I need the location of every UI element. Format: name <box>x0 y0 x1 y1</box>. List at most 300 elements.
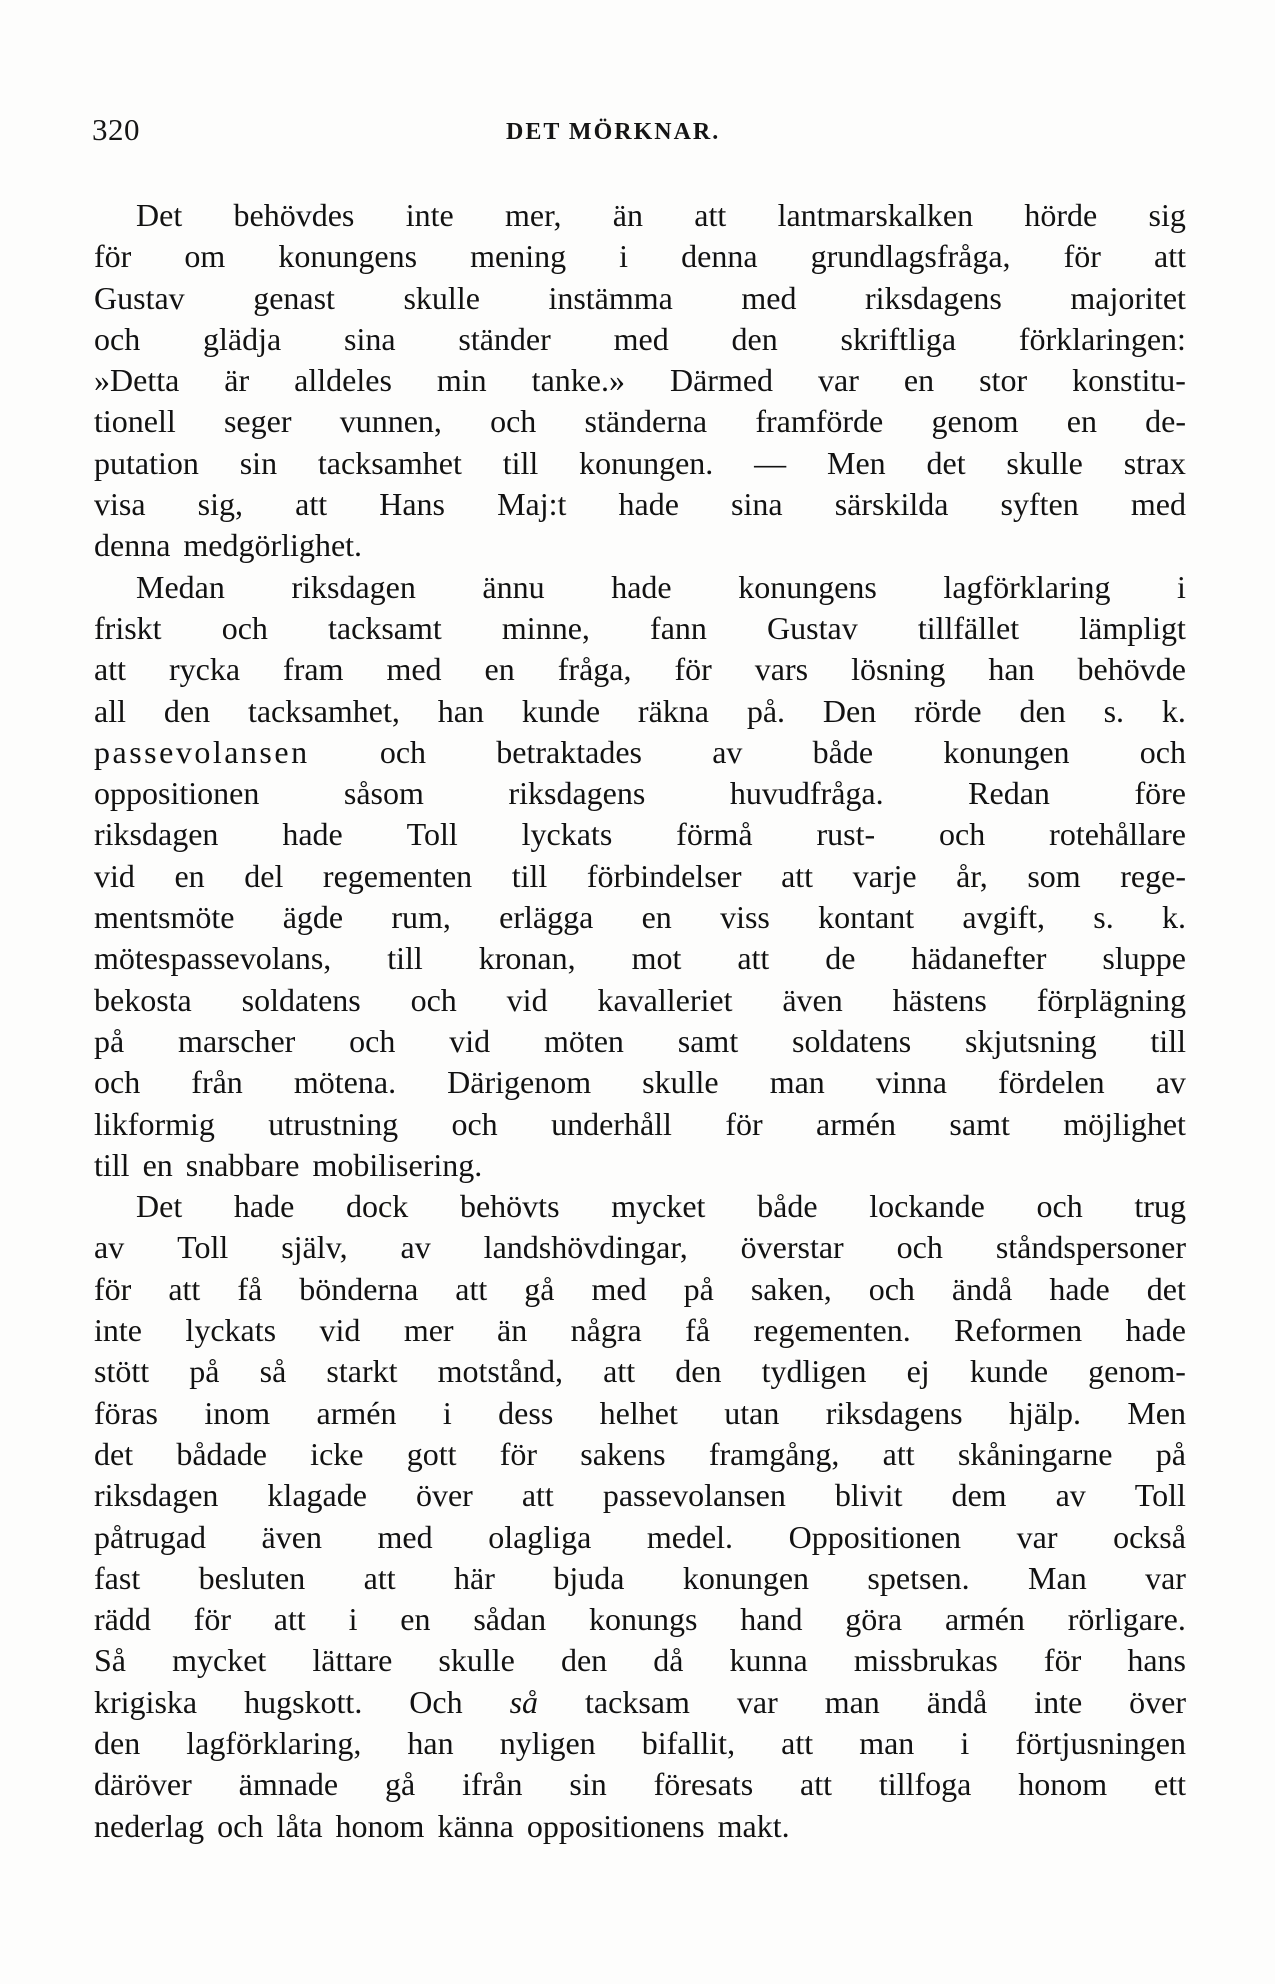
word: förklaringen: <box>1018 320 1186 357</box>
word: Toll <box>406 816 458 853</box>
word: lösning <box>851 651 946 688</box>
text-line <box>94 484 1186 525</box>
word: behövdes <box>233 197 355 233</box>
word: sig, <box>197 486 243 523</box>
word: möten <box>543 1022 624 1059</box>
word: regementen <box>322 857 473 894</box>
text-line <box>94 1599 1186 1640</box>
word: bjuda <box>553 1559 625 1596</box>
word: sakens <box>580 1435 666 1472</box>
word: riksdagen <box>94 1477 219 1514</box>
word: i <box>619 238 629 275</box>
word: konungen. <box>579 444 714 481</box>
word: det <box>926 444 966 481</box>
page-header <box>92 108 1192 152</box>
word: mycket <box>611 1188 706 1225</box>
word: den <box>163 692 211 729</box>
word: konungen <box>682 1559 810 1596</box>
word: lagförklaring, <box>186 1724 362 1761</box>
word: den <box>675 1353 722 1390</box>
word: påtrugad <box>94 1518 206 1555</box>
word: att <box>800 1766 833 1803</box>
word: även <box>261 1518 322 1555</box>
word: vars <box>754 651 809 688</box>
word: och <box>349 1022 396 1059</box>
word: på <box>1155 1435 1186 1472</box>
word: vid <box>319 1312 361 1349</box>
word: hade <box>611 568 672 605</box>
word: av <box>1055 1477 1086 1514</box>
word: oppositionens <box>526 1807 705 1844</box>
word: inte <box>94 1312 142 1349</box>
word: lyckats <box>521 816 613 853</box>
text-line <box>94 938 1186 979</box>
word: före <box>1134 775 1186 812</box>
word: fast <box>94 1559 141 1596</box>
word: och <box>490 403 537 440</box>
word: rege- <box>1120 857 1186 894</box>
word: Gustav <box>94 279 185 316</box>
word: ej <box>906 1353 930 1390</box>
word: sådan <box>473 1601 547 1638</box>
word: för <box>674 651 712 688</box>
word: en <box>174 857 205 894</box>
word: kunde <box>521 692 601 729</box>
text-line <box>94 1723 1186 1764</box>
text-line <box>94 443 1186 484</box>
word: hästens <box>892 981 987 1018</box>
word: marscher <box>178 1022 296 1059</box>
word: huvudfråga. <box>729 775 884 812</box>
text-line <box>94 856 1186 897</box>
word: Det <box>136 197 183 233</box>
word: vid <box>94 857 135 894</box>
text-line <box>94 1558 1186 1599</box>
word: i <box>960 1724 970 1761</box>
text-line <box>94 319 1186 360</box>
word: rädd <box>94 1601 151 1638</box>
word: skulle <box>438 1642 515 1679</box>
word: fördelen <box>998 1064 1105 1101</box>
word: lämpligt <box>1079 609 1186 646</box>
word: en <box>142 1146 173 1183</box>
word: likformig <box>94 1105 215 1142</box>
word: låta <box>276 1807 323 1844</box>
word: kunde <box>969 1353 1049 1390</box>
word: såsom <box>343 775 424 812</box>
word: saken, <box>750 1270 832 1307</box>
word: att <box>694 197 727 233</box>
word: fann <box>650 609 707 646</box>
word: här <box>454 1559 495 1596</box>
word: Den <box>822 692 877 729</box>
word: Reformen <box>954 1312 1083 1349</box>
body-text <box>94 195 1186 1847</box>
text-line <box>94 360 1186 401</box>
word: några <box>570 1312 642 1349</box>
word: för <box>94 1270 132 1307</box>
word: bönderna <box>299 1270 419 1307</box>
word: friskt <box>94 609 162 646</box>
word: sina <box>731 486 783 523</box>
word: för <box>1043 1642 1082 1679</box>
word: alldeles <box>294 362 392 399</box>
word: och <box>94 1064 141 1101</box>
word: förplägning <box>1036 981 1186 1018</box>
word: var <box>1145 1559 1186 1596</box>
word: rust- <box>816 816 876 853</box>
word: honom <box>1018 1766 1108 1803</box>
word: fråga, <box>557 651 632 688</box>
text-line <box>94 1682 1186 1723</box>
word: var <box>818 362 859 399</box>
word: k. <box>1161 692 1186 729</box>
word: var <box>1016 1518 1058 1555</box>
word: än <box>497 1312 528 1349</box>
word: i <box>348 1601 358 1638</box>
word: mening <box>470 238 567 275</box>
word: hugskott. <box>244 1683 363 1720</box>
word: behövts <box>459 1188 560 1225</box>
word: få <box>237 1270 263 1307</box>
word: mentsmöte <box>94 899 235 936</box>
word: den <box>560 1642 608 1679</box>
word: olagliga <box>488 1518 592 1555</box>
word: sin <box>239 444 278 481</box>
word: k. <box>1162 899 1186 936</box>
text-line <box>94 980 1186 1021</box>
word: föresats <box>653 1766 754 1803</box>
word: utan <box>724 1394 780 1431</box>
word: honom <box>335 1807 425 1844</box>
text-line <box>94 814 1186 855</box>
word: en <box>484 651 515 688</box>
word: var <box>736 1683 778 1720</box>
text-line <box>94 1021 1186 1062</box>
text-line <box>94 401 1186 442</box>
word: föras <box>94 1394 158 1431</box>
word: armén <box>816 1105 896 1142</box>
word: än <box>612 197 643 233</box>
text-line <box>94 1227 1186 1268</box>
word: lättare <box>312 1642 393 1679</box>
word: viss <box>720 899 770 936</box>
word: till <box>511 857 548 894</box>
word: bådade <box>176 1435 267 1472</box>
word: i <box>1177 568 1186 605</box>
text-line <box>94 525 1186 566</box>
text-line <box>94 1393 1186 1434</box>
word: skulle <box>403 279 480 316</box>
word: denna <box>94 527 171 564</box>
word: konungen <box>943 733 1070 770</box>
word: mycket <box>172 1642 267 1679</box>
word: en <box>1066 403 1097 440</box>
word: varje <box>852 857 917 894</box>
word: ännu <box>482 568 545 605</box>
word: dock <box>346 1188 409 1225</box>
word: seger <box>223 403 292 440</box>
word: och <box>379 733 427 770</box>
word: att <box>781 857 814 894</box>
word: genom <box>931 403 1019 440</box>
word: vinna <box>875 1064 947 1101</box>
word: soldatens <box>241 981 361 1018</box>
word: Maj:t <box>497 486 567 523</box>
word: samt <box>949 1105 1010 1142</box>
word: denna <box>681 238 758 275</box>
word: Därigenom <box>447 1064 592 1101</box>
word: att <box>521 1477 554 1514</box>
word: på <box>189 1353 220 1390</box>
word: soldatens <box>792 1022 912 1059</box>
word: att <box>273 1601 306 1638</box>
word: tacksamt <box>328 609 442 646</box>
word: landshövdingar, <box>483 1229 688 1266</box>
text-line <box>94 732 1186 773</box>
word: de <box>825 940 856 977</box>
word: rörde <box>914 692 982 729</box>
word: hade <box>282 816 343 853</box>
word: inte <box>1034 1683 1083 1720</box>
word: rycka <box>168 651 241 688</box>
word: med <box>377 1518 433 1555</box>
word: kunna <box>729 1642 808 1679</box>
word: riksdagens <box>825 1394 963 1431</box>
text-line <box>94 773 1186 814</box>
word: dem <box>951 1477 1007 1514</box>
word: ständer <box>458 320 551 357</box>
word: så <box>259 1353 287 1390</box>
word: starkt <box>326 1353 398 1390</box>
word: sig <box>1148 197 1186 233</box>
word: Hans <box>379 486 445 523</box>
word: man <box>859 1724 915 1761</box>
word: kontant <box>818 899 915 936</box>
word: instämma <box>548 279 673 316</box>
word: förbindelser <box>586 857 742 894</box>
word: även <box>782 981 843 1018</box>
word: på <box>94 1022 125 1059</box>
word: och <box>410 981 457 1018</box>
word: om <box>184 238 226 275</box>
word: mötespassevolans, <box>94 940 332 977</box>
word: kronan, <box>478 940 576 977</box>
word: medel. <box>646 1518 734 1555</box>
word: rörligare. <box>1067 1601 1186 1638</box>
word: klagade <box>267 1477 367 1514</box>
word: mobilisering. <box>312 1146 483 1183</box>
word: tacksamhet, <box>247 692 400 729</box>
word: att <box>455 1270 488 1307</box>
word: del <box>244 857 284 894</box>
word: då <box>653 1642 684 1679</box>
word: med <box>613 320 669 357</box>
word: genom- <box>1088 1353 1186 1390</box>
word: över <box>1129 1683 1186 1720</box>
word: med <box>591 1270 647 1307</box>
word: behövde <box>1077 651 1186 688</box>
word: hade <box>618 486 679 523</box>
word: till <box>1150 1022 1186 1059</box>
word: förtjusningen <box>1015 1724 1186 1761</box>
word: min <box>436 362 487 399</box>
word: gå <box>385 1766 416 1803</box>
word: konungens <box>278 238 418 275</box>
word: armén <box>316 1394 397 1431</box>
word: lagförklaring <box>943 568 1111 605</box>
word: ämnade <box>238 1766 339 1803</box>
word: visa <box>94 486 146 523</box>
word: med <box>741 279 797 316</box>
word: på <box>683 1270 714 1307</box>
word: s. <box>1093 899 1114 936</box>
word: hade <box>1125 1312 1186 1349</box>
text-line <box>94 236 1186 277</box>
word: som <box>1027 857 1081 894</box>
word: kavalleriet <box>597 981 733 1018</box>
word: genast <box>253 279 335 316</box>
word: av <box>400 1229 431 1266</box>
word: ett <box>1154 1766 1186 1803</box>
word: från <box>191 1064 243 1101</box>
word: Redan <box>968 775 1050 812</box>
word: Gustav <box>767 609 858 646</box>
word: man <box>769 1064 825 1101</box>
word: Medan <box>136 568 225 605</box>
word: hade <box>1049 1270 1110 1307</box>
word: den <box>731 320 778 357</box>
text-line <box>94 1764 1186 1805</box>
word: att <box>363 1559 396 1596</box>
word: skjutsning <box>964 1022 1097 1059</box>
word: vunnen, <box>339 403 442 440</box>
word: konstitu- <box>1072 362 1186 399</box>
word: hörde <box>1024 197 1098 233</box>
word: de- <box>1145 403 1186 440</box>
text-line <box>94 1310 1186 1351</box>
word: både <box>812 733 874 770</box>
word: gå <box>524 1270 555 1307</box>
word: en <box>641 899 672 936</box>
word: spetsen. <box>867 1559 970 1596</box>
word: och <box>1139 733 1186 770</box>
word: för <box>1063 238 1101 275</box>
word: stor <box>979 362 1028 399</box>
word: putation <box>94 444 199 481</box>
word: — <box>754 444 787 481</box>
text-line <box>94 649 1186 690</box>
word: för <box>94 238 132 275</box>
word: överstar <box>740 1229 844 1266</box>
text-line <box>94 1434 1186 1475</box>
word: känna <box>437 1807 514 1844</box>
word: mot <box>631 940 682 977</box>
word: år, <box>956 857 988 894</box>
word: han <box>437 692 484 729</box>
word: lyckats <box>185 1312 277 1349</box>
word: tacksamhet <box>317 444 462 481</box>
word: armén <box>944 1601 1025 1638</box>
word: att <box>94 651 126 688</box>
word: riksdagen <box>291 568 416 605</box>
word: Toll <box>177 1229 229 1266</box>
word: hand <box>740 1601 803 1638</box>
word: till <box>387 940 423 977</box>
word: hade <box>233 1188 295 1225</box>
text-line <box>94 567 1186 608</box>
word: tanke.» <box>531 362 625 399</box>
word: bekosta <box>94 981 192 1018</box>
word: särskilda <box>834 486 949 523</box>
word: erlägga <box>499 899 594 936</box>
word: det <box>1146 1270 1186 1307</box>
word: han <box>407 1724 454 1761</box>
word: snabbare <box>185 1146 300 1183</box>
word: strax <box>1123 444 1186 481</box>
word: rotehållare <box>1049 816 1186 853</box>
text-line <box>94 1062 1186 1103</box>
word: framförde <box>755 403 884 440</box>
word: Oppositionen <box>788 1518 962 1555</box>
word: Men <box>826 444 886 481</box>
word: skulle <box>1006 444 1083 481</box>
word: samt <box>677 1022 739 1059</box>
word: man <box>824 1683 880 1720</box>
word: Så <box>94 1642 126 1679</box>
word: trug <box>1134 1188 1186 1225</box>
word: all <box>94 692 126 729</box>
word: hjälp. <box>1008 1394 1081 1431</box>
word: nederlag <box>94 1807 205 1844</box>
word: en <box>400 1601 431 1638</box>
word: med <box>386 651 442 688</box>
word: inte <box>405 197 454 233</box>
word: och <box>94 320 141 357</box>
word: ståndspersoner <box>995 1229 1186 1266</box>
word: majoritet <box>1070 279 1186 316</box>
word: dess <box>498 1394 554 1431</box>
word: och <box>939 816 986 853</box>
word: betraktades <box>496 733 642 770</box>
word: Man <box>1028 1559 1087 1596</box>
word: sin <box>569 1766 607 1803</box>
word: möjlighet <box>1063 1105 1186 1142</box>
word: tacksam <box>585 1683 690 1720</box>
word: förmå <box>676 816 753 853</box>
word: att <box>1154 238 1186 275</box>
word: är <box>224 362 250 399</box>
word: den <box>94 1724 141 1761</box>
word: helhet <box>599 1394 678 1431</box>
word: underhåll <box>551 1105 672 1142</box>
word: ändå <box>951 1270 1013 1307</box>
word: glädja <box>203 320 282 357</box>
word: över <box>415 1477 473 1514</box>
text-line <box>94 1145 1186 1186</box>
word: krigiska <box>94 1683 198 1720</box>
word: med <box>1130 486 1186 523</box>
word: och <box>896 1229 943 1266</box>
text-line <box>94 608 1186 649</box>
word: makt. <box>717 1807 790 1844</box>
word: ändå <box>926 1683 988 1720</box>
text-line <box>94 1186 1186 1227</box>
word: också <box>1113 1518 1186 1555</box>
word: tydligen <box>761 1353 867 1390</box>
word: göra <box>845 1601 903 1638</box>
word: själv, <box>281 1229 348 1266</box>
